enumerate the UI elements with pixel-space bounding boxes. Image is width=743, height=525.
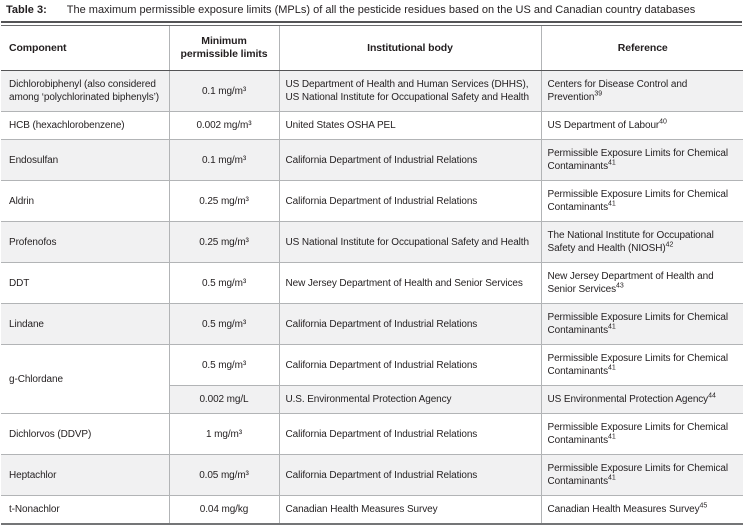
reference-cell [541,222,743,263]
table-row [1,181,743,222]
reference-citation-number: 44 [708,392,716,400]
reference-text: New Jersey Department of Health and Senior Services [547,271,714,295]
reference-citation-number: 41 [608,200,616,208]
reference-text: Permissible Exposure Limits for Chemical Contaminants [547,463,729,487]
reference-citation-number: 41 [608,364,616,372]
reference-cell [541,386,743,414]
table-body [1,71,743,525]
mpl-table [1,26,743,525]
reference-text: Centers for Disease Control and Prevention [547,79,688,103]
table-caption-label: Table 3: [6,4,47,16]
institutional-body-cell: US Department of Health and Human Services (DHHS), US National Institute for Occupational Safety and Health [279,71,541,112]
table-row [1,71,743,112]
component-cell: Lindane [1,304,169,345]
institutional-body-cell: U.S. Environmental Protection Agency [279,386,541,414]
header-institutional-body: Institutional body [279,26,541,71]
institutional-body-cell: California Department of Industrial Relations [279,414,541,455]
table-row [1,345,743,386]
reference-text: The National Institute for Occupational Safety and Health (NIOSH) [547,230,714,254]
reference-text: Permissible Exposure Limits for Chemical Contaminants [547,312,729,336]
table-caption-text: The maximum permissible exposure limits (MPLs) of all the pesticide residues based on the US and Canadian country databases [66,4,696,16]
header-row [1,26,743,71]
limit-cell: 0.05 mg/m³ [169,455,279,496]
header-reference: Reference [541,26,743,71]
component-cell: Profenofos [1,222,169,263]
institutional-body-cell: US National Institute for Occupational Safety and Health [279,222,541,263]
reference-citation-number: 41 [608,433,616,441]
component-cell: HCB (hexachlorobenzene) [1,112,169,140]
reference-text: Canadian Health Measures Survey [547,504,700,515]
institutional-body-cell: California Department of Industrial Relations [279,345,541,386]
institutional-body-cell: United States OSHA PEL [279,112,541,140]
reference-cell [541,414,743,455]
limit-cell: 0.002 mg/L [169,386,279,414]
reference-cell [541,140,743,181]
reference-cell [541,304,743,345]
limit-cell: 0.1 mg/m³ [169,140,279,181]
limit-cell: 0.5 mg/m³ [169,345,279,386]
institutional-body-cell: California Department of Industrial Relations [279,455,541,496]
reference-text: US Environmental Protection Agency [547,394,709,405]
limit-cell: 1 mg/m³ [169,414,279,455]
institutional-body-cell: California Department of Industrial Relations [279,181,541,222]
reference-citation-number: 42 [665,241,674,249]
reference-cell [541,496,743,525]
component-cell: Heptachlor [1,455,169,496]
table-header [1,26,743,71]
reference-citation-number: 39 [594,90,603,98]
limit-cell: 0.1 mg/m³ [169,71,279,112]
institutional-body-cell: California Department of Industrial Relations [279,304,541,345]
table-row [1,304,743,345]
reference-cell [541,455,743,496]
table-row [1,222,743,263]
institutional-body-cell: Canadian Health Measures Survey [279,496,541,525]
component-cell: DDT [1,263,169,304]
component-cell: Dichlorobiphenyl (also considered among ‘polychlorinated biphenyls’) [1,71,169,112]
reference-citation-number: 41 [608,159,616,167]
reference-citation-number: 40 [659,118,667,126]
reference-citation-number: 41 [608,474,616,482]
reference-cell [541,112,743,140]
component-cell: Aldrin [1,181,169,222]
table-caption [1,2,742,21]
reference-text: US Department of Labour [547,120,660,131]
reference-cell [541,263,743,304]
limit-cell: 0.25 mg/m³ [169,222,279,263]
component-cell: t-Nonachlor [1,496,169,525]
table-row [1,263,743,304]
reference-text: Permissible Exposure Limits for Chemical Contaminants [547,148,729,172]
institutional-body-cell: New Jersey Department of Health and Senior Services [279,263,541,304]
reference-citation-number: 41 [608,323,616,331]
table-row [1,455,743,496]
reference-cell [541,345,743,386]
component-cell: g-Chlordane [1,345,169,414]
limit-cell: 0.002 mg/m³ [169,112,279,140]
reference-cell [541,181,743,222]
limit-cell: 0.5 mg/m³ [169,304,279,345]
header-minimum-permissible-limits: Minimum permissible limits [169,26,279,71]
header-component: Component [1,26,169,71]
table-row [1,496,743,525]
component-cell: Endosulfan [1,140,169,181]
limit-cell: 0.04 mg/kg [169,496,279,525]
reference-cell [541,71,743,112]
component-cell: Dichlorvos (DDVP) [1,414,169,455]
reference-text: Permissible Exposure Limits for Chemical Contaminants [547,422,729,446]
table-row [1,112,743,140]
reference-citation-number: 45 [699,502,708,510]
limit-cell: 0.25 mg/m³ [169,181,279,222]
reference-text: Permissible Exposure Limits for Chemical Contaminants [547,353,729,377]
table-row [1,140,743,181]
limit-cell: 0.5 mg/m³ [169,263,279,304]
institutional-body-cell: California Department of Industrial Relations [279,140,541,181]
table-row [1,414,743,455]
reference-text: Permissible Exposure Limits for Chemical Contaminants [547,189,729,213]
reference-citation-number: 43 [616,282,624,290]
